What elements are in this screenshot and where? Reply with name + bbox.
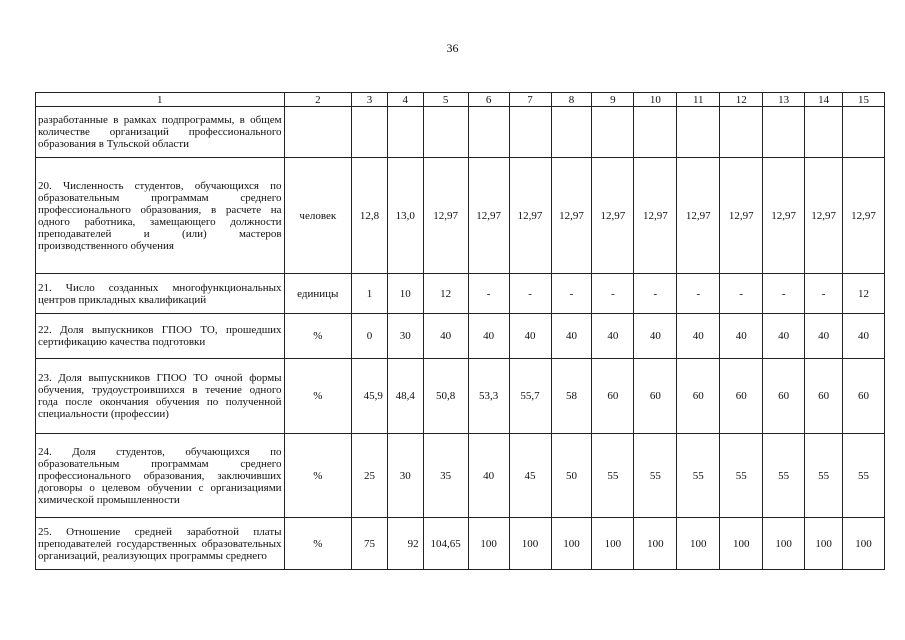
indicator-value: 12,97 (805, 158, 843, 274)
indicator-value: - (468, 274, 509, 314)
indicator-value: 60 (763, 359, 805, 434)
indicator-value: - (551, 274, 592, 314)
indicator-value: - (677, 274, 720, 314)
indicator-value: 40 (468, 434, 509, 518)
indicator-value: 58 (551, 359, 592, 434)
indicator-unit (284, 107, 352, 158)
indicator-value: 100 (677, 518, 720, 570)
indicator-value (677, 107, 720, 158)
indicator-value (551, 107, 592, 158)
indicator-value: 55 (677, 434, 720, 518)
column-header: 15 (842, 93, 884, 107)
column-header: 7 (509, 93, 551, 107)
indicator-value: 100 (763, 518, 805, 570)
table-row (36, 434, 885, 518)
indicator-value: 40 (677, 314, 720, 359)
table-row (36, 359, 885, 434)
indicator-value: 40 (592, 314, 634, 359)
indicator-value (592, 107, 634, 158)
indicator-value: 100 (592, 518, 634, 570)
indicator-value: - (592, 274, 634, 314)
indicator-value: 75 (352, 518, 388, 570)
indicator-unit: % (284, 434, 352, 518)
indicator-value: 40 (551, 314, 592, 359)
indicator-value: 55,7 (509, 359, 551, 434)
indicator-description: 25. Отношение средней заработной платы преподавателей государственных образовательных организаций, реализующих программы среднего (36, 518, 285, 570)
indicator-value (387, 107, 423, 158)
indicator-value (763, 107, 805, 158)
indicator-value: 60 (634, 359, 677, 434)
indicator-value: 35 (423, 434, 468, 518)
indicator-value: 30 (387, 314, 423, 359)
indicator-value: 50,8 (423, 359, 468, 434)
column-header: 9 (592, 93, 634, 107)
page-number: 36 (446, 41, 459, 55)
table-row (36, 274, 885, 314)
indicator-value: - (763, 274, 805, 314)
indicators-table (35, 92, 885, 570)
indicator-value: 12,97 (509, 158, 551, 274)
indicator-value: 100 (551, 518, 592, 570)
indicator-value: 100 (842, 518, 884, 570)
indicator-value: 40 (763, 314, 805, 359)
indicator-value: 40 (509, 314, 551, 359)
indicator-description: 20. Численность студентов, обучающихся по образовательным программам среднего профессионального образования, в расчете на одного работника, замещающего должности преподавателей и (или) мастеров производственного обучения (36, 158, 285, 274)
table-row (36, 107, 885, 158)
indicator-value: 40 (720, 314, 763, 359)
column-header: 14 (805, 93, 843, 107)
indicator-value: 60 (805, 359, 843, 434)
indicator-value: 60 (720, 359, 763, 434)
indicator-value: 100 (720, 518, 763, 570)
column-header: 13 (763, 93, 805, 107)
indicator-description: 22. Доля выпускников ГПОО ТО, прошедших сертификацию качества подготовки (36, 314, 285, 359)
column-header: 5 (423, 93, 468, 107)
indicator-value: 40 (805, 314, 843, 359)
indicator-value: 12,97 (720, 158, 763, 274)
column-header: 11 (677, 93, 720, 107)
indicator-value: 12,97 (634, 158, 677, 274)
indicator-value: 53,3 (468, 359, 509, 434)
indicator-value: 55 (842, 434, 884, 518)
indicator-value: 12,97 (763, 158, 805, 274)
indicator-description: разработанные в рамках подпрограммы, в общем количестве организаций профессионального образования в Тульской области (36, 107, 285, 158)
indicator-value: 12,97 (592, 158, 634, 274)
table-row (36, 518, 885, 570)
indicator-value: 55 (763, 434, 805, 518)
column-header: 10 (634, 93, 677, 107)
indicator-unit: единицы (284, 274, 352, 314)
indicator-value: 12,97 (842, 158, 884, 274)
indicator-value (352, 107, 388, 158)
column-header: 1 (36, 93, 285, 107)
indicator-value: - (634, 274, 677, 314)
column-header: 8 (551, 93, 592, 107)
indicator-value: 45 (509, 434, 551, 518)
indicator-value: 60 (592, 359, 634, 434)
indicator-value (720, 107, 763, 158)
indicator-value: 40 (423, 314, 468, 359)
indicator-value: - (720, 274, 763, 314)
column-header: 2 (284, 93, 352, 107)
indicator-value: - (509, 274, 551, 314)
indicator-value: 40 (468, 314, 509, 359)
indicator-value: 55 (592, 434, 634, 518)
indicator-value: 12 (423, 274, 468, 314)
indicator-value: 12,97 (468, 158, 509, 274)
indicator-value: 100 (468, 518, 509, 570)
indicator-value (509, 107, 551, 158)
column-header: 3 (352, 93, 388, 107)
indicator-value: - (805, 274, 843, 314)
indicator-unit: % (284, 359, 352, 434)
indicator-value (468, 107, 509, 158)
column-header: 4 (387, 93, 423, 107)
column-header: 12 (720, 93, 763, 107)
indicator-value: 60 (842, 359, 884, 434)
indicator-value: 30 (387, 434, 423, 518)
indicator-description: 21. Число созданных многофункциональных центров прикладных квалификаций (36, 274, 285, 314)
indicator-value: 10 (387, 274, 423, 314)
indicator-value: 100 (509, 518, 551, 570)
table-header-row (36, 93, 885, 107)
indicator-value: 55 (634, 434, 677, 518)
indicator-value: 50 (551, 434, 592, 518)
indicator-value: 100 (634, 518, 677, 570)
indicator-value: 1 (352, 274, 388, 314)
indicator-unit: % (284, 314, 352, 359)
column-header: 6 (468, 93, 509, 107)
indicator-value: 92 (387, 518, 423, 570)
indicator-value: 12,97 (551, 158, 592, 274)
table-row (36, 314, 885, 359)
indicator-value (423, 107, 468, 158)
indicator-value: 48,4 (387, 359, 423, 434)
indicator-value: 60 (677, 359, 720, 434)
indicator-description: 23. Доля выпускников ГПОО ТО очной формы обучения, трудоустроившихся в течение одного года после окончания обучения по полученной специальности (профессии) (36, 359, 285, 434)
indicator-value: 55 (720, 434, 763, 518)
indicator-description: 24. Доля студентов, обучающихся по образовательным программам среднего профессионального образования, заключивших договоры о целевом обучении с организациями химической промышленности (36, 434, 285, 518)
indicator-value (842, 107, 884, 158)
indicator-unit: человек (284, 158, 352, 274)
indicator-value: 40 (842, 314, 884, 359)
indicator-value: 55 (805, 434, 843, 518)
indicator-value: 100 (805, 518, 843, 570)
indicator-value: 12,8 (352, 158, 388, 274)
indicator-value: 45,9 (352, 359, 388, 434)
indicator-value: 12,97 (423, 158, 468, 274)
indicator-value: 12,97 (677, 158, 720, 274)
indicator-value: 25 (352, 434, 388, 518)
indicator-value: 0 (352, 314, 388, 359)
indicator-unit: % (284, 518, 352, 570)
indicator-value: 104,65 (423, 518, 468, 570)
indicator-value (805, 107, 843, 158)
table-row (36, 158, 885, 274)
indicator-value: 12 (842, 274, 884, 314)
indicator-value (634, 107, 677, 158)
indicator-value: 13,0 (387, 158, 423, 274)
indicator-value: 40 (634, 314, 677, 359)
